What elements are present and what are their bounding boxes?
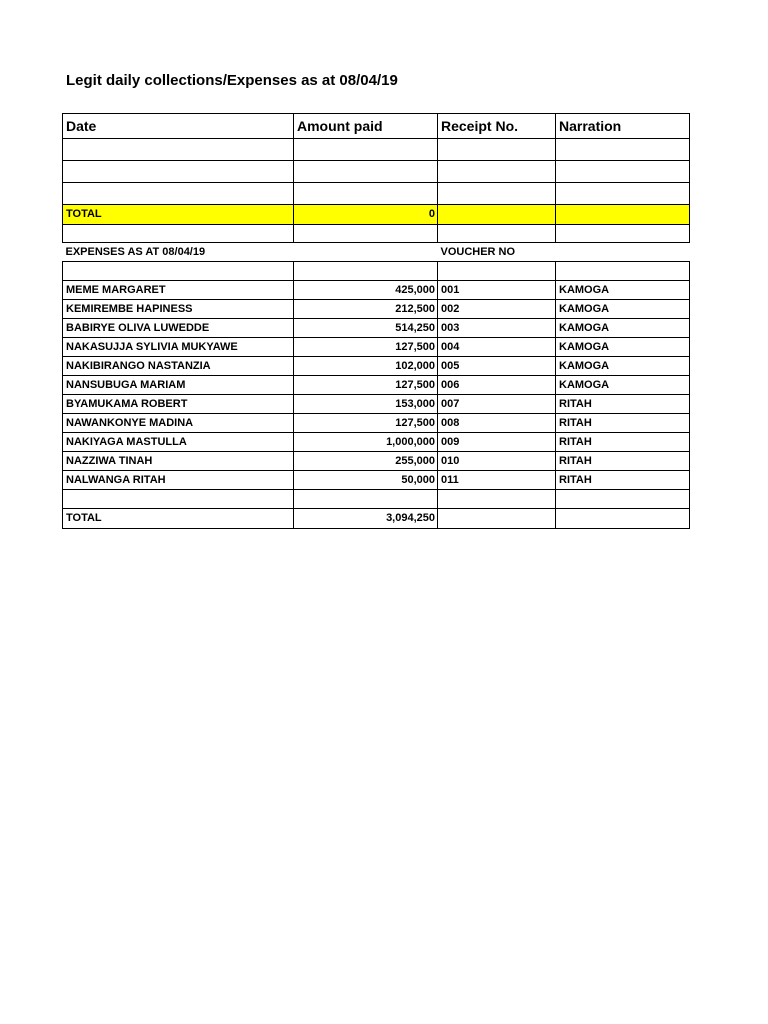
expense-amount[interactable]: 255,000 — [294, 452, 438, 471]
expense-narration[interactable]: KAMOGA — [556, 376, 690, 395]
expense-voucher[interactable]: 002 — [438, 300, 556, 319]
collections-total-label: TOTAL — [63, 205, 294, 225]
cell[interactable] — [438, 139, 556, 161]
cell[interactable] — [63, 225, 294, 243]
cell — [556, 243, 690, 262]
expense-row — [63, 471, 690, 490]
expenses-section-label: EXPENSES AS AT 08/04/19 — [65, 245, 206, 258]
expense-row — [63, 281, 690, 300]
expense-voucher[interactable]: 011 — [438, 471, 556, 490]
cell[interactable] — [294, 490, 438, 509]
expense-voucher[interactable]: 004 — [438, 338, 556, 357]
expense-narration[interactable]: RITAH — [556, 433, 690, 452]
expense-narration[interactable]: KAMOGA — [556, 281, 690, 300]
expense-voucher[interactable]: 007 — [438, 395, 556, 414]
blank-row — [63, 225, 690, 243]
expense-voucher[interactable]: 005 — [438, 357, 556, 376]
expense-name[interactable]: NALWANGA RITAH — [63, 471, 294, 490]
expense-row — [63, 319, 690, 338]
cell[interactable] — [63, 183, 294, 205]
expense-narration[interactable]: KAMOGA — [556, 300, 690, 319]
expense-name[interactable]: MEME MARGARET — [63, 281, 294, 300]
expense-row — [63, 376, 690, 395]
expense-voucher[interactable]: 003 — [438, 319, 556, 338]
expense-amount[interactable]: 50,000 — [294, 471, 438, 490]
expense-name[interactable]: KEMIREMBE HAPINESS — [63, 300, 294, 319]
expense-name[interactable]: BABIRYE OLIVA LUWEDDE — [63, 319, 294, 338]
cell[interactable] — [556, 262, 690, 281]
expense-row — [63, 338, 690, 357]
expenses-total-amount: 3,094,250 — [294, 509, 438, 529]
cell[interactable] — [438, 262, 556, 281]
document-title: Legit daily collections/Expenses as at 08/04/19 — [66, 72, 398, 89]
expense-row — [63, 414, 690, 433]
expense-name[interactable]: NAKASUJJA SYLIVIA MUKYAWE — [63, 338, 294, 357]
cell[interactable] — [63, 262, 294, 281]
expense-name[interactable]: BYAMUKAMA ROBERT — [63, 395, 294, 414]
cell — [294, 243, 438, 262]
cell[interactable] — [438, 225, 556, 243]
blank-row — [63, 161, 690, 183]
expense-amount[interactable]: 127,500 — [294, 376, 438, 395]
expense-amount[interactable]: 127,500 — [294, 338, 438, 357]
collections-expenses-table — [62, 113, 690, 529]
cell[interactable] — [294, 161, 438, 183]
cell[interactable] — [556, 183, 690, 205]
cell[interactable] — [556, 509, 690, 529]
cell[interactable] — [63, 490, 294, 509]
expense-row — [63, 433, 690, 452]
blank-row — [63, 139, 690, 161]
cell[interactable] — [556, 161, 690, 183]
header-receipt-no: Receipt No. — [438, 114, 556, 139]
expense-amount[interactable]: 1,000,000 — [294, 433, 438, 452]
header-date: Date — [63, 114, 294, 139]
cell[interactable] — [438, 205, 556, 225]
expense-amount[interactable]: 425,000 — [294, 281, 438, 300]
header-row — [63, 114, 690, 139]
cell[interactable] — [556, 205, 690, 225]
expense-amount[interactable]: 102,000 — [294, 357, 438, 376]
expense-amount[interactable]: 514,250 — [294, 319, 438, 338]
expense-row — [63, 452, 690, 471]
expense-name[interactable]: NANSUBUGA MARIAM — [63, 376, 294, 395]
expense-name[interactable]: NAWANKONYE MADINA — [63, 414, 294, 433]
cell[interactable] — [556, 225, 690, 243]
expense-amount[interactable]: 127,500 — [294, 414, 438, 433]
voucher-no-label: VOUCHER NO — [440, 245, 516, 258]
expense-row — [63, 357, 690, 376]
cell[interactable] — [438, 509, 556, 529]
expense-name[interactable]: NAKIYAGA MASTULLA — [63, 433, 294, 452]
expense-voucher[interactable]: 006 — [438, 376, 556, 395]
cell[interactable] — [63, 139, 294, 161]
blank-row — [63, 262, 690, 281]
header-narration: Narration — [556, 114, 690, 139]
expenses-total-label: TOTAL — [63, 509, 294, 529]
expense-narration[interactable]: RITAH — [556, 414, 690, 433]
expense-narration[interactable]: RITAH — [556, 395, 690, 414]
expense-narration[interactable]: RITAH — [556, 452, 690, 471]
cell[interactable] — [63, 161, 294, 183]
collections-total-row — [63, 205, 690, 225]
expense-narration[interactable]: KAMOGA — [556, 319, 690, 338]
expense-narration[interactable]: KAMOGA — [556, 357, 690, 376]
expense-voucher[interactable]: 008 — [438, 414, 556, 433]
cell[interactable] — [556, 490, 690, 509]
cell[interactable] — [438, 161, 556, 183]
expenses-section-row — [63, 243, 690, 262]
cell[interactable] — [294, 262, 438, 281]
expense-name[interactable]: NAKIBIRANGO NASTANZIA — [63, 357, 294, 376]
expense-row — [63, 300, 690, 319]
expense-row — [63, 395, 690, 414]
blank-row — [63, 183, 690, 205]
cell[interactable] — [438, 183, 556, 205]
cell[interactable] — [294, 139, 438, 161]
expense-amount[interactable]: 212,500 — [294, 300, 438, 319]
expense-name[interactable]: NAZZIWA TINAH — [63, 452, 294, 471]
expense-narration[interactable]: RITAH — [556, 471, 690, 490]
collections-total-amount: 0 — [294, 205, 438, 225]
expenses-total-row — [63, 509, 690, 529]
cell[interactable] — [556, 139, 690, 161]
expense-voucher[interactable]: 009 — [438, 433, 556, 452]
header-amount-paid: Amount paid — [294, 114, 438, 139]
expense-voucher[interactable]: 010 — [438, 452, 556, 471]
expense-amount[interactable]: 153,000 — [294, 395, 438, 414]
expense-narration[interactable]: KAMOGA — [556, 338, 690, 357]
cell[interactable] — [294, 183, 438, 205]
expense-voucher[interactable]: 001 — [438, 281, 556, 300]
blank-row — [63, 490, 690, 509]
cell[interactable] — [438, 490, 556, 509]
cell[interactable] — [294, 225, 438, 243]
